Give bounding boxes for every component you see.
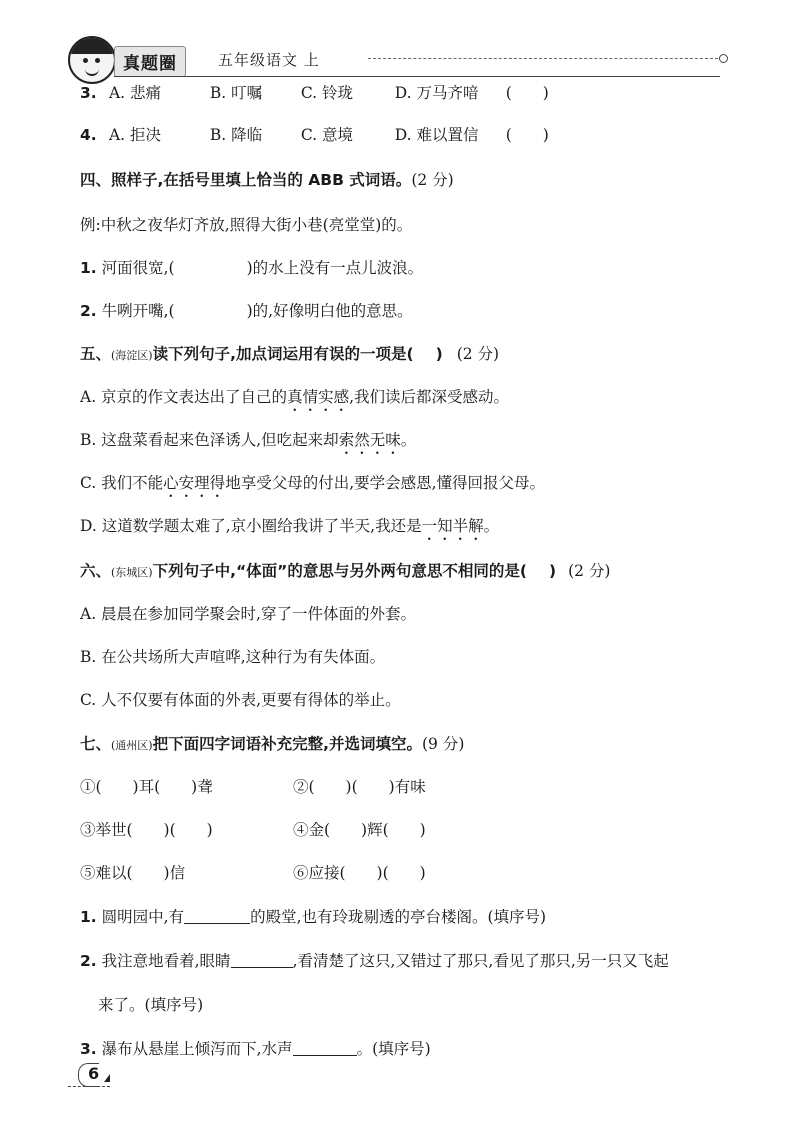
section-title: 四、照样子,在括号里填上恰当的 ABB 式词语。 — [80, 171, 412, 189]
section-5-option-d: D. 这道数学题太难了,京小圈给我讲了半天,我还是一知半解。 — [80, 517, 500, 535]
dotted-word: 真情实感 — [287, 388, 350, 406]
option-b: B. 降临 — [209, 126, 263, 144]
word-6: ⑥应接( )( ) — [293, 864, 426, 882]
cartoon-boy-logo — [68, 36, 116, 84]
section-5-option-a: A. 京京的作文表达出了自己的真情实感,我们读后都深受感动。 — [80, 388, 510, 406]
section-6-option-b: B. 在公共场所大声喧哗,这种行为有失体面。 — [80, 648, 386, 666]
brand-label: 真题圈 — [114, 46, 186, 77]
dotted-word: 心安理得 — [163, 474, 226, 492]
section-6-option-a: A. 晨晨在参加同学聚会时,穿了一件体面的外套。 — [80, 605, 416, 623]
header-rule — [114, 76, 720, 77]
book-title: 五年级语文 上 — [218, 51, 320, 69]
section-6-heading: 六、(东城区)下列句子中,“体面”的意思与另外两句意思不相同的是( ) (2 分) — [80, 562, 611, 580]
option-a: A. 悲痛 — [108, 84, 161, 102]
section-score: (2 分) — [568, 562, 611, 580]
fill-item-3: 3. 瀑布从悬崖上倾泻而下,水声 。(填序号) — [80, 1040, 431, 1058]
section-5-heading: 五、(海淀区)读下列句子,加点词运用有误的一项是( ) (2 分) — [80, 345, 500, 363]
fill-blank[interactable] — [293, 1040, 357, 1056]
section-4-example: 例:中秋之夜华灯齐放,照得大街小巷(亮堂堂)的。 — [80, 216, 413, 234]
corner-triangle-icon — [104, 1074, 110, 1082]
section-4-item-1: 1. 河面很宽,( )的水上没有一点儿波浪。 — [80, 259, 424, 277]
section-score: (9 分) — [422, 735, 465, 753]
fill-blank[interactable] — [184, 908, 250, 924]
answer-parens: ( ) — [505, 84, 549, 102]
section-5-option-b: B. 这盘菜看起来色泽诱人,但吃起来却索然无味。 — [80, 431, 417, 449]
header-dashed-line — [368, 58, 718, 59]
question-4 — [80, 125, 549, 145]
page-number: 6 — [88, 1064, 100, 1083]
section-4-item-2: 2. 牛咧开嘴,( )的,好像明白他的意思。 — [80, 302, 413, 320]
footer-dashed-line — [68, 1086, 110, 1087]
fill-item-1: 1. 圆明园中,有 的殿堂,也有玲珑剔透的亭台楼阁。(填序号) — [80, 908, 547, 926]
page-footer — [68, 1060, 128, 1090]
page-header — [68, 36, 728, 80]
option-a: A. 拒决 — [108, 126, 161, 144]
fill-item-2-continued: 来了。(填序号) — [98, 996, 204, 1014]
region-tag: (海淀区) — [111, 349, 153, 362]
dotted-word: 一知半解 — [421, 517, 484, 535]
section-title: 把下面四字词语补充完整,并选词填空。 — [152, 735, 422, 753]
word-5: ⑤难以( )信 — [80, 864, 186, 882]
question-3 — [80, 83, 549, 103]
question-number: 3. — [80, 84, 97, 102]
section-title: 读下列句子,加点词运用有误的一项是( — [152, 345, 414, 363]
dotted-word: 索然无味 — [338, 431, 401, 449]
region-tag: (通州区) — [111, 739, 153, 752]
section-score: (2 分) — [456, 345, 500, 363]
section-5-option-c: C. 我们不能心安理得地享受父母的付出,要学会感恩,懂得回报父母。 — [80, 474, 546, 492]
section-title: 下列句子中,“体面”的意思与另外两句意思不相同的是( — [152, 562, 527, 580]
answer-parens: ( ) — [505, 126, 549, 144]
option-d: D. 万马齐喑 — [394, 84, 479, 102]
option-c: C. 意境 — [300, 126, 353, 144]
word-3: ③举世( )( ) — [80, 821, 213, 839]
fill-item-2: 2. 我注意地看着,眼睛 ,看清楚了这只,又错过了那只,看见了那只,另一只又飞起 — [80, 952, 669, 970]
section-7-heading: 七、(通州区)把下面四字词语补充完整,并选词填空。(9 分) — [80, 735, 465, 753]
fill-blank[interactable] — [231, 952, 293, 968]
word-1: ①( )耳( )聋 — [80, 778, 213, 796]
section-score: (2 分) — [411, 171, 454, 189]
question-number: 4. — [80, 126, 97, 144]
word-4: ④金( )辉( ) — [293, 821, 426, 839]
word-2: ②( )( )有味 — [293, 778, 426, 796]
section-6-option-c: C. 人不仅要有体面的外表,更要有得体的举止。 — [80, 691, 401, 709]
region-tag: (东城区) — [111, 566, 153, 579]
option-d: D. 难以置信 — [394, 126, 479, 144]
option-b: B. 叮嘱 — [209, 84, 263, 102]
option-c: C. 铃珑 — [300, 84, 353, 102]
header-circle-ornament — [719, 54, 728, 63]
section-4-heading — [80, 170, 454, 190]
